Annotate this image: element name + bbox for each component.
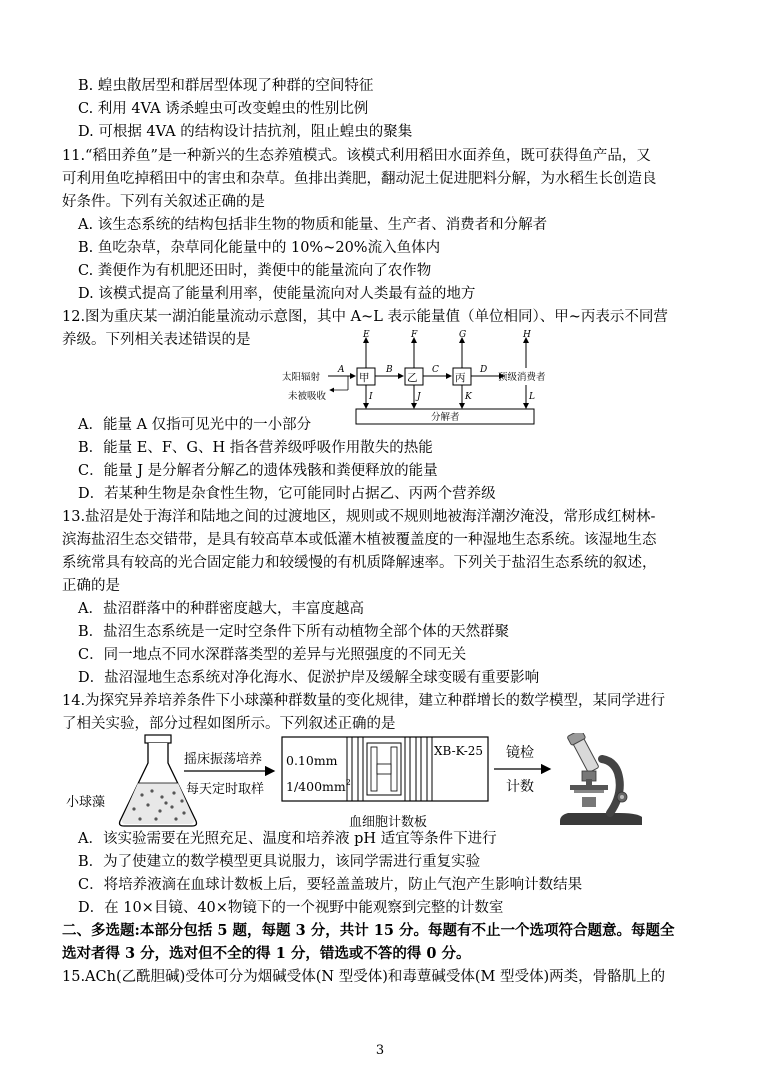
label-e: E: [363, 330, 370, 340]
q12-stem-1: 12.图为重庆某一湖泊能量流动示意图，其中 A~L 表示能量值（单位相同）、甲~丙表示不同营: [62, 309, 668, 325]
q11-option-a: A. 该生态系统的结构包括非生物的物质和能量、生产者、消费者和分解者: [78, 217, 548, 233]
depth-label: 0.10mm: [286, 753, 338, 768]
q10-option-b: B. 蝗虫散居型和群居型体现了种群的空间特征: [78, 78, 374, 94]
shake-label: 摇床振荡培养: [184, 752, 263, 767]
level3-label: 丙: [455, 372, 466, 384]
q14-option-a: A．该实验需要在光照充足、温度和培养液 pH 适宜等条件下进行: [78, 831, 497, 847]
q14-stem-2: 了相关实验，部分过程如图所示。下列叙述正确的是: [62, 716, 396, 732]
q10-option-d: D. 可根据 4VA 的结构设计拮抗剂，阻止蝗虫的聚集: [78, 124, 413, 140]
area-value: 1/400mm: [286, 779, 346, 794]
q13-option-a: A．盐沼群落中的种群密度越大，丰富度越高: [78, 601, 364, 617]
label-i: I: [369, 392, 373, 402]
q10-option-c: C. 利用 4VA 诱杀蝗虫可改变蝗虫的性别比例: [78, 101, 369, 117]
board-label: 血细胞计数板: [349, 815, 428, 830]
section2-heading-1: 二、多选题:本部分包括 5 题，每题 3 分，共计 15 分。每题有不止一个选项符合题意。每题全: [62, 922, 675, 939]
area-sup: 2: [345, 778, 351, 787]
q11-option-d: D. 该模式提高了能量利用率，使能量流向对人类最有益的地方: [78, 286, 476, 302]
q14-stem-1: 14.为探究异养培养条件下小球藻种群数量的变化规律，建立种群增长的数学模型，某同学进行: [62, 693, 666, 709]
q13-option-c: C．同一地点不同水深群落类型的差异与光照强度的不同无关: [78, 647, 467, 663]
area-label: [286, 778, 351, 794]
q11-stem-2: 可利用鱼吃掉稻田中的害虫和杂草。鱼排出粪肥，翻动泥土促进肥料分解，为水稻生长创造良: [62, 171, 657, 187]
check-label-1: 镜检: [506, 745, 534, 761]
q13-stem-4: 正确的是: [62, 578, 120, 594]
top-consumer-label: 顶级消费者: [498, 372, 546, 383]
q11-option-c: C. 粪便作为有机肥还田时，粪便中的能量流向了农作物: [78, 263, 432, 279]
label-j: J: [417, 392, 421, 402]
flask-icon: [120, 735, 197, 826]
q13-stem-3: 系统常具有较高的光合固定能力和较缓慢的有机质降解速率。下列关于盐沼生态系统的叙述，: [62, 555, 657, 571]
level2-label: 乙: [407, 372, 418, 384]
label-h: H: [523, 330, 531, 340]
q13-stem-1: 13.盐沼是处于海洋和陆地之间的过渡地区，规则或不规则地被海洋潮汐淹没，常形成红树林-: [62, 509, 656, 525]
label-k: K: [465, 392, 472, 402]
label-l: L: [529, 392, 535, 402]
microscope-icon: [560, 733, 642, 825]
sunlight-label: 太阳辐射: [282, 372, 321, 383]
algae-label: 小球藻: [66, 795, 106, 810]
model-label: XB-K-25: [434, 744, 484, 758]
label-g: G: [459, 330, 467, 340]
sample-label: 每天定时取样: [186, 782, 265, 797]
q14-option-d: D．在 10×目镜、40×物镜下的一个视野中能观察到完整的计数室: [78, 900, 504, 916]
q13-stem-2: 滨海盐沼生态交错带，是具有较高草本或低灌木植被覆盖度的一种湿地生态系统。该湿地生态: [62, 532, 657, 548]
section2-heading-2: 选对者得 3 分，选对但不全的得 1 分，错选或不答的得 0 分。: [62, 945, 471, 962]
q14-option-b: B．为了使建立的数学模型更具说服力，该同学需进行重复实验: [78, 854, 481, 870]
label-b: B: [386, 365, 393, 375]
q14-option-c: C．将培养液滴在血球计数板上后，要轻盖盖玻片，防止气泡产生影响计数结果: [78, 877, 583, 893]
label-d: D: [480, 365, 488, 375]
label-c: C: [432, 365, 439, 375]
q11-stem-1: 11.“稻田养鱼”是一种新兴的生态养殖模式。该模式利用稻田水面养鱼，既可获得鱼产品，又: [62, 148, 651, 164]
decomposer-label: 分解者: [431, 412, 460, 423]
q12-option-a: A．能量 A 仅指可见光中的一小部分: [78, 417, 312, 433]
check-label-2: 计数: [506, 779, 534, 795]
q11-option-b: B. 鱼吃杂草，杂草同化能量中的 10%~20%流入鱼体内: [78, 240, 441, 256]
q13-option-b: B．盐沼生态系统是一定时空条件下所有动植物全部个体的天然群聚: [78, 624, 510, 640]
level1-label: 甲: [359, 372, 370, 384]
page-number: 3: [375, 1043, 385, 1058]
algae-experiment-diagram: [62, 733, 662, 835]
label-f: F: [411, 330, 418, 340]
q12-option-c: C．能量 J 是分解者分解乙的遗体残骸和粪便释放的能量: [78, 463, 438, 479]
q13-option-d: D．盐沼湿地生态系统对净化海水、促淤护岸及缓解全球变暖有重要影响: [78, 670, 540, 686]
q12-option-d: D．若某种生物是杂食性生物，它可能同时占据乙、丙两个营养级: [78, 486, 496, 502]
q12-option-b: B．能量 E、F、G、H 指各营养级呼吸作用散失的热能: [78, 440, 433, 456]
q12-stem-2: 养级。下列相关表述错误的是: [62, 332, 251, 348]
q15-stem-1: 15.ACh(乙酰胆碱)受体可分为烟碱受体(N 型受体)和毒蕈碱受体(M 型受体)两类，骨骼肌上的: [62, 969, 666, 985]
energy-flow-diagram: [280, 328, 550, 428]
label-a: A: [338, 365, 345, 375]
unabsorbed-label: 未被吸收: [288, 391, 327, 402]
q11-stem-3: 好条件。下列有关叙述正确的是: [62, 194, 265, 210]
